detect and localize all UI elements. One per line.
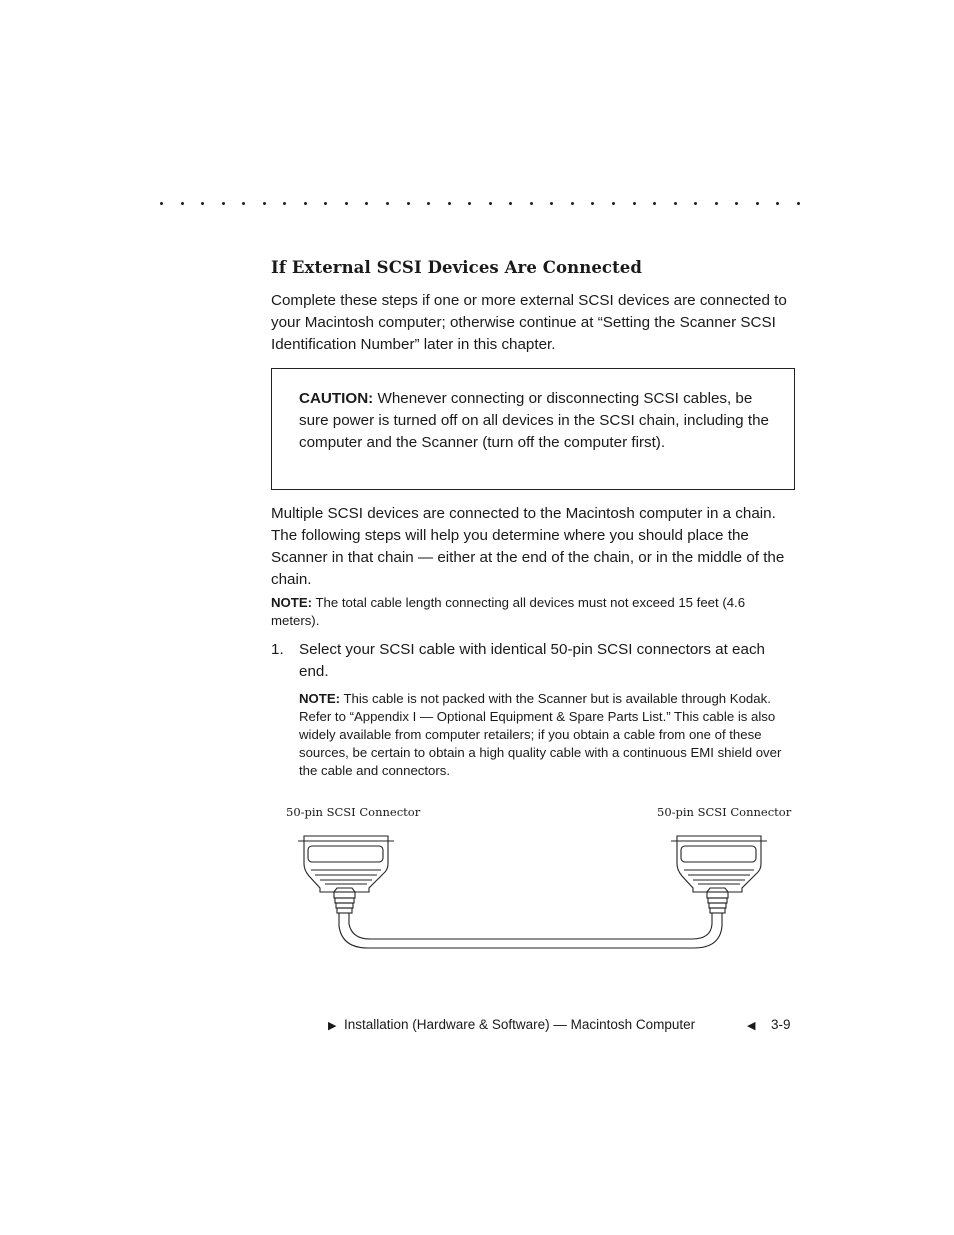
rule-dot — [674, 202, 677, 205]
left-connector-drawing — [298, 836, 394, 913]
rule-dot — [222, 202, 225, 205]
cable-inner — [349, 913, 712, 939]
rule-dot — [550, 202, 553, 205]
caution-box — [271, 368, 795, 490]
triangle-right-icon: ▶ — [328, 1020, 337, 1032]
note-label: NOTE: — [271, 595, 313, 610]
rule-dot — [365, 202, 368, 205]
scsi-cable-illustration — [290, 828, 770, 953]
caution-label: CAUTION: — [299, 390, 374, 407]
rule-dot — [715, 202, 718, 205]
rule-dot — [468, 202, 471, 205]
right-connector-label: 50-pin SCSI Connector — [657, 805, 792, 819]
rule-dot — [489, 202, 492, 205]
rule-dot — [756, 202, 759, 205]
rule-dot — [776, 202, 779, 205]
rule-dot — [386, 202, 389, 205]
rule-dot — [530, 202, 533, 205]
rule-dot — [735, 202, 738, 205]
note-text: This cable is not packed with the Scanner but is available through Kodak. Refer to “Appendix I — Optional Equipment & Spare Parts List.” This cable is also widely available from computer retailers; if you obtain a cable from one of these sources, be certain to obtain a high quality cable with a continuous EMI shield over the cable and connectors. — [299, 691, 782, 778]
cable-length-note — [271, 594, 797, 630]
rule-dot — [448, 202, 451, 205]
left-connector-label: 50-pin SCSI Connector — [286, 805, 421, 819]
footer-title: Installation (Hardware & Software) — Macintosh Computer — [344, 1017, 696, 1032]
chain-paragraph: Multiple SCSI devices are connected to the Macintosh computer in a chain. The following steps will help you determine where you should place the Scanner in that chain — either at the end of the chain, or in the middle of the chain. — [271, 505, 785, 588]
rule-dot — [242, 202, 245, 205]
intro-paragraph: Complete these steps if one or more external SCSI devices are connected to your Macintosh computer; otherwise continue at “Setting the Scanner SCSI Identification Number” later in this chapter. — [271, 292, 787, 353]
rule-dot — [427, 202, 430, 205]
cable-outer — [339, 913, 722, 948]
rule-dot — [694, 202, 697, 205]
rule-dot — [263, 202, 266, 205]
dotted-rule — [160, 202, 800, 205]
step-number: 1. — [271, 641, 284, 658]
page-footer — [328, 1017, 798, 1037]
rule-dot — [160, 202, 163, 205]
section-heading: If External SCSI Devices Are Connected — [271, 258, 643, 277]
cable-availability-note — [299, 690, 797, 780]
rule-dot — [345, 202, 348, 205]
step-text: Select your SCSI cable with identical 50-pin SCSI connectors at each end. — [299, 641, 765, 680]
right-connector-drawing — [671, 836, 767, 913]
rule-dot — [509, 202, 512, 205]
rule-dot — [612, 202, 615, 205]
rule-dot — [407, 202, 410, 205]
page-number: 3-9 — [771, 1017, 791, 1032]
rule-dot — [201, 202, 204, 205]
rule-dot — [653, 202, 656, 205]
rule-dot — [797, 202, 800, 205]
rule-dot — [181, 202, 184, 205]
rule-dot — [571, 202, 574, 205]
note-text: The total cable length connecting all devices must not exceed 15 feet (4.6 meters). — [271, 595, 746, 628]
triangle-left-icon: ◀ — [747, 1020, 756, 1032]
rule-dot — [283, 202, 286, 205]
caution-text — [299, 388, 769, 454]
rule-dot — [324, 202, 327, 205]
rule-dot — [633, 202, 636, 205]
rule-dot — [591, 202, 594, 205]
note-label: NOTE: — [299, 691, 341, 706]
caution-body: Whenever connecting or disconnecting SCSI cables, be sure power is turned off on all devices in the SCSI chain, including the computer and the Scanner (turn off the computer first). — [299, 390, 769, 451]
rule-dot — [304, 202, 307, 205]
